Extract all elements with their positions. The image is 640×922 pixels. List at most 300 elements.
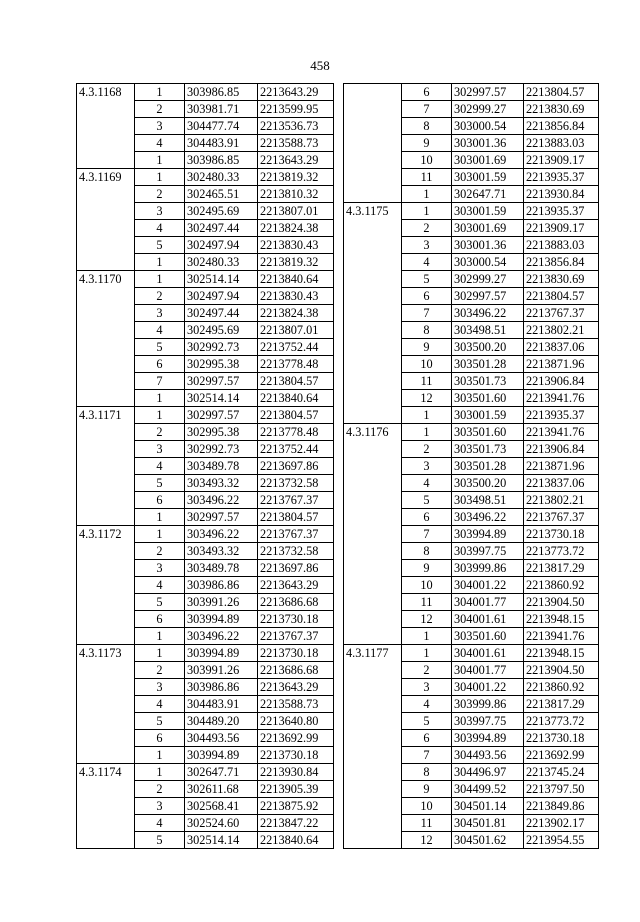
parcel-id-cell (77, 492, 135, 509)
point-number-cell: 7 (135, 373, 185, 390)
y-coordinate-cell: 2213807.01 (258, 203, 334, 220)
y-coordinate-cell: 2213948.15 (524, 611, 599, 628)
table-row (344, 645, 599, 662)
y-coordinate-cell: 2213778.48 (258, 356, 334, 373)
y-coordinate-cell: 2213941.76 (524, 628, 599, 645)
point-number-cell: 5 (402, 713, 452, 730)
page-number: 458 (310, 58, 330, 73)
point-number-cell: 8 (402, 764, 452, 781)
x-coordinate-cell: 304489.20 (185, 713, 258, 730)
y-coordinate-cell: 2213847.22 (258, 815, 334, 832)
point-number-cell: 1 (135, 526, 185, 543)
point-number-cell: 2 (135, 101, 185, 118)
point-number-cell: 3 (135, 679, 185, 696)
parcel-id-cell (344, 135, 402, 152)
x-coordinate-cell: 302992.73 (185, 441, 258, 458)
x-coordinate-cell: 302995.38 (185, 356, 258, 373)
x-coordinate-cell: 303994.89 (452, 526, 524, 543)
parcel-id-cell (77, 101, 135, 118)
point-number-cell: 7 (402, 747, 452, 764)
parcel-id-cell (344, 152, 402, 169)
x-coordinate-cell: 302997.57 (185, 373, 258, 390)
point-number-cell: 11 (402, 815, 452, 832)
x-coordinate-cell: 304501.62 (452, 832, 524, 849)
parcel-id-cell (344, 271, 402, 288)
table-row (344, 305, 599, 322)
y-coordinate-cell: 2213745.24 (524, 764, 599, 781)
y-coordinate-cell: 2213730.18 (258, 611, 334, 628)
point-number-cell: 12 (402, 390, 452, 407)
table-row (77, 254, 334, 271)
table-row (344, 84, 599, 101)
parcel-id-cell (77, 628, 135, 645)
table-row (344, 628, 599, 645)
x-coordinate-cell: 302514.14 (185, 390, 258, 407)
point-number-cell: 10 (402, 798, 452, 815)
table-row (77, 186, 334, 203)
point-number-cell: 12 (402, 611, 452, 628)
parcel-id-cell: 4.3.1173 (77, 645, 135, 662)
point-number-cell: 7 (402, 526, 452, 543)
point-number-cell: 4 (135, 220, 185, 237)
point-number-cell: 11 (402, 373, 452, 390)
x-coordinate-cell: 302997.57 (185, 407, 258, 424)
x-coordinate-cell: 303001.36 (452, 237, 524, 254)
point-number-cell: 1 (135, 747, 185, 764)
x-coordinate-cell: 303994.89 (185, 645, 258, 662)
y-coordinate-cell: 2213935.37 (524, 203, 599, 220)
table-row (344, 254, 599, 271)
table-row (77, 594, 334, 611)
y-coordinate-cell: 2213767.37 (258, 628, 334, 645)
y-coordinate-cell: 2213935.37 (524, 407, 599, 424)
x-coordinate-cell: 303498.51 (452, 492, 524, 509)
table-row (77, 798, 334, 815)
table-row (77, 713, 334, 730)
point-number-cell: 3 (135, 441, 185, 458)
table-row (344, 220, 599, 237)
y-coordinate-cell: 2213849.86 (524, 798, 599, 815)
x-coordinate-cell: 303489.78 (185, 458, 258, 475)
x-coordinate-cell: 304499.52 (452, 781, 524, 798)
parcel-id-cell (77, 696, 135, 713)
y-coordinate-cell: 2213804.57 (524, 288, 599, 305)
y-coordinate-cell: 2213935.37 (524, 169, 599, 186)
x-coordinate-cell: 303986.85 (185, 152, 258, 169)
x-coordinate-cell: 303001.69 (452, 152, 524, 169)
parcel-id-cell: 4.3.1171 (77, 407, 135, 424)
table-row (77, 84, 334, 101)
x-coordinate-cell: 303489.78 (185, 560, 258, 577)
x-coordinate-cell: 303501.60 (452, 390, 524, 407)
y-coordinate-cell: 2213686.68 (258, 594, 334, 611)
table-row (77, 475, 334, 492)
table-row (344, 509, 599, 526)
y-coordinate-cell: 2213767.37 (258, 492, 334, 509)
y-coordinate-cell: 2213909.17 (524, 220, 599, 237)
parcel-id-cell (344, 254, 402, 271)
parcel-id-cell (77, 339, 135, 356)
parcel-id-cell (344, 594, 402, 611)
x-coordinate-cell: 303997.75 (452, 713, 524, 730)
y-coordinate-cell: 2213773.72 (524, 543, 599, 560)
y-coordinate-cell: 2213802.21 (524, 492, 599, 509)
y-coordinate-cell: 2213767.37 (524, 509, 599, 526)
parcel-id-cell (344, 237, 402, 254)
point-number-cell: 6 (135, 492, 185, 509)
parcel-id-cell (344, 118, 402, 135)
y-coordinate-cell: 2213804.57 (258, 509, 334, 526)
parcel-id-cell (344, 611, 402, 628)
y-coordinate-cell: 2213730.18 (258, 747, 334, 764)
table-row (344, 713, 599, 730)
x-coordinate-cell: 304001.77 (452, 662, 524, 679)
point-number-cell: 4 (135, 815, 185, 832)
x-coordinate-cell: 302611.68 (185, 781, 258, 798)
point-number-cell: 9 (402, 781, 452, 798)
point-number-cell: 9 (402, 135, 452, 152)
x-coordinate-cell: 303500.20 (452, 339, 524, 356)
table-row (77, 135, 334, 152)
table-body (344, 84, 599, 849)
parcel-id-cell (344, 713, 402, 730)
parcel-id-cell (344, 781, 402, 798)
x-coordinate-cell: 302495.69 (185, 322, 258, 339)
point-number-cell: 5 (135, 594, 185, 611)
point-number-cell: 1 (402, 424, 452, 441)
y-coordinate-cell: 2213773.72 (524, 713, 599, 730)
x-coordinate-cell: 302999.27 (452, 271, 524, 288)
point-number-cell: 1 (135, 84, 185, 101)
point-number-cell: 6 (135, 730, 185, 747)
x-coordinate-cell: 302568.41 (185, 798, 258, 815)
y-coordinate-cell: 2213643.29 (258, 84, 334, 101)
x-coordinate-cell: 303999.86 (452, 696, 524, 713)
parcel-id-cell (77, 781, 135, 798)
point-number-cell: 1 (135, 645, 185, 662)
table-row (77, 781, 334, 798)
x-coordinate-cell: 303986.86 (185, 679, 258, 696)
x-coordinate-cell: 303000.54 (452, 118, 524, 135)
y-coordinate-cell: 2213830.69 (524, 101, 599, 118)
y-coordinate-cell: 2213860.92 (524, 679, 599, 696)
table-row (344, 679, 599, 696)
y-coordinate-cell: 2213883.03 (524, 135, 599, 152)
parcel-id-cell (344, 730, 402, 747)
table-row (344, 832, 599, 849)
point-number-cell: 1 (402, 186, 452, 203)
table-row (77, 424, 334, 441)
x-coordinate-cell: 303001.69 (452, 220, 524, 237)
parcel-id-cell (344, 679, 402, 696)
parcel-id-cell: 4.3.1170 (77, 271, 135, 288)
x-coordinate-cell: 304001.61 (452, 611, 524, 628)
y-coordinate-cell: 2213643.29 (258, 152, 334, 169)
point-number-cell: 4 (135, 577, 185, 594)
parcel-id-cell: 4.3.1168 (77, 84, 135, 101)
table-row (344, 237, 599, 254)
table-row (77, 832, 334, 849)
y-coordinate-cell: 2213824.38 (258, 305, 334, 322)
parcel-id-cell (77, 288, 135, 305)
x-coordinate-cell: 302465.51 (185, 186, 258, 203)
parcel-id-cell (344, 662, 402, 679)
x-coordinate-cell: 302524.60 (185, 815, 258, 832)
table-row (77, 509, 334, 526)
x-coordinate-cell: 302999.27 (452, 101, 524, 118)
y-coordinate-cell: 2213948.15 (524, 645, 599, 662)
point-number-cell: 1 (135, 169, 185, 186)
point-number-cell: 10 (402, 577, 452, 594)
parcel-id-cell: 4.3.1176 (344, 424, 402, 441)
table-row (77, 815, 334, 832)
y-coordinate-cell: 2213643.29 (258, 577, 334, 594)
y-coordinate-cell: 2213797.50 (524, 781, 599, 798)
x-coordinate-cell: 303493.32 (185, 475, 258, 492)
table-row (344, 815, 599, 832)
parcel-id-cell (77, 747, 135, 764)
parcel-id-cell (344, 543, 402, 560)
table-row (344, 492, 599, 509)
x-coordinate-cell: 303991.26 (185, 594, 258, 611)
y-coordinate-cell: 2213875.92 (258, 798, 334, 815)
point-number-cell: 5 (135, 713, 185, 730)
y-coordinate-cell: 2213640.80 (258, 713, 334, 730)
table-row (344, 458, 599, 475)
parcel-id-cell (344, 220, 402, 237)
y-coordinate-cell: 2213804.57 (258, 373, 334, 390)
parcel-id-cell (344, 288, 402, 305)
y-coordinate-cell: 2213930.84 (258, 764, 334, 781)
parcel-id-cell (77, 220, 135, 237)
table-row (77, 152, 334, 169)
y-coordinate-cell: 2213840.64 (258, 271, 334, 288)
parcel-id-cell (77, 475, 135, 492)
parcel-id-cell (344, 560, 402, 577)
parcel-id-cell (77, 390, 135, 407)
x-coordinate-cell: 303991.26 (185, 662, 258, 679)
table-row (77, 322, 334, 339)
table-row (77, 305, 334, 322)
point-number-cell: 9 (402, 560, 452, 577)
y-coordinate-cell: 2213807.01 (258, 322, 334, 339)
y-coordinate-cell: 2213930.84 (524, 186, 599, 203)
parcel-id-cell (344, 577, 402, 594)
table-row (344, 322, 599, 339)
table-row (77, 101, 334, 118)
table-row (344, 390, 599, 407)
y-coordinate-cell: 2213752.44 (258, 441, 334, 458)
y-coordinate-cell: 2213860.92 (524, 577, 599, 594)
parcel-id-cell: 4.3.1172 (77, 526, 135, 543)
table-row (77, 628, 334, 645)
y-coordinate-cell: 2213817.29 (524, 560, 599, 577)
table-row (344, 407, 599, 424)
x-coordinate-cell: 303501.60 (452, 424, 524, 441)
parcel-id-cell (77, 373, 135, 390)
point-number-cell: 3 (402, 237, 452, 254)
parcel-id-cell (344, 356, 402, 373)
parcel-id-cell (344, 509, 402, 526)
point-number-cell: 2 (135, 781, 185, 798)
x-coordinate-cell: 303000.54 (452, 254, 524, 271)
parcel-id-cell (344, 747, 402, 764)
table-row (77, 577, 334, 594)
point-number-cell: 6 (402, 509, 452, 526)
point-number-cell: 12 (402, 832, 452, 849)
table-row (344, 594, 599, 611)
x-coordinate-cell: 303997.75 (452, 543, 524, 560)
y-coordinate-cell: 2213906.84 (524, 441, 599, 458)
y-coordinate-cell: 2213536.73 (258, 118, 334, 135)
parcel-id-cell (77, 662, 135, 679)
point-number-cell: 1 (402, 407, 452, 424)
x-coordinate-cell: 304001.61 (452, 645, 524, 662)
table-row (77, 543, 334, 560)
table-row (77, 407, 334, 424)
table-row (77, 271, 334, 288)
x-coordinate-cell: 304496.97 (452, 764, 524, 781)
x-coordinate-cell: 302997.57 (452, 288, 524, 305)
point-number-cell: 3 (135, 305, 185, 322)
parcel-id-cell (77, 237, 135, 254)
y-coordinate-cell: 2213804.57 (258, 407, 334, 424)
table-row (77, 492, 334, 509)
y-coordinate-cell: 2213778.48 (258, 424, 334, 441)
x-coordinate-cell: 303986.86 (185, 577, 258, 594)
point-number-cell: 1 (135, 509, 185, 526)
table-row (77, 662, 334, 679)
y-coordinate-cell: 2213954.55 (524, 832, 599, 849)
parcel-id-cell: 4.3.1174 (77, 764, 135, 781)
x-coordinate-cell: 303496.22 (452, 509, 524, 526)
parcel-id-cell (77, 577, 135, 594)
point-number-cell: 2 (135, 662, 185, 679)
point-number-cell: 1 (402, 203, 452, 220)
point-number-cell: 2 (135, 543, 185, 560)
point-number-cell: 4 (402, 696, 452, 713)
coordinates-table-left (76, 83, 334, 849)
point-number-cell: 4 (402, 254, 452, 271)
y-coordinate-cell: 2213599.95 (258, 101, 334, 118)
point-number-cell: 11 (402, 169, 452, 186)
table-row (344, 118, 599, 135)
table-row (77, 441, 334, 458)
parcel-id-cell (344, 101, 402, 118)
parcel-id-cell (77, 135, 135, 152)
table-row (344, 186, 599, 203)
y-coordinate-cell: 2213686.68 (258, 662, 334, 679)
parcel-id-cell (344, 186, 402, 203)
y-coordinate-cell: 2213692.99 (258, 730, 334, 747)
table-row (344, 135, 599, 152)
table-row (344, 526, 599, 543)
y-coordinate-cell: 2213871.96 (524, 458, 599, 475)
x-coordinate-cell: 303501.60 (452, 628, 524, 645)
point-number-cell: 5 (402, 271, 452, 288)
parcel-id-cell (344, 492, 402, 509)
point-number-cell: 4 (135, 696, 185, 713)
x-coordinate-cell: 302647.71 (185, 764, 258, 781)
y-coordinate-cell: 2213697.86 (258, 560, 334, 577)
parcel-id-cell (344, 305, 402, 322)
table-row (77, 560, 334, 577)
table-row (344, 441, 599, 458)
parcel-id-cell (77, 254, 135, 271)
parcel-id-cell (344, 815, 402, 832)
point-number-cell: 4 (402, 475, 452, 492)
point-number-cell: 3 (135, 560, 185, 577)
y-coordinate-cell: 2213692.99 (524, 747, 599, 764)
table-row (77, 203, 334, 220)
table-row (77, 237, 334, 254)
parcel-id-cell (77, 118, 135, 135)
parcel-id-cell (77, 458, 135, 475)
y-coordinate-cell: 2213732.58 (258, 543, 334, 560)
table-row (344, 203, 599, 220)
y-coordinate-cell: 2213767.37 (524, 305, 599, 322)
point-number-cell: 1 (135, 764, 185, 781)
parcel-id-cell (77, 730, 135, 747)
table-row (344, 730, 599, 747)
x-coordinate-cell: 303994.89 (452, 730, 524, 747)
point-number-cell: 4 (135, 135, 185, 152)
table-row (77, 764, 334, 781)
x-coordinate-cell: 304493.56 (452, 747, 524, 764)
parcel-id-cell (77, 594, 135, 611)
y-coordinate-cell: 2213643.29 (258, 679, 334, 696)
point-number-cell: 2 (402, 441, 452, 458)
y-coordinate-cell: 2213824.38 (258, 220, 334, 237)
table-row (344, 373, 599, 390)
parcel-id-cell (77, 679, 135, 696)
point-number-cell: 5 (135, 339, 185, 356)
y-coordinate-cell: 2213730.18 (524, 526, 599, 543)
table-row (344, 288, 599, 305)
parcel-id-cell (77, 441, 135, 458)
x-coordinate-cell: 304483.91 (185, 696, 258, 713)
x-coordinate-cell: 304501.14 (452, 798, 524, 815)
x-coordinate-cell: 302514.14 (185, 271, 258, 288)
point-number-cell: 7 (402, 101, 452, 118)
y-coordinate-cell: 2213856.84 (524, 118, 599, 135)
table-row (77, 645, 334, 662)
table-row (77, 118, 334, 135)
parcel-id-cell (344, 169, 402, 186)
parcel-id-cell (77, 713, 135, 730)
table-row (344, 271, 599, 288)
table-row (344, 356, 599, 373)
point-number-cell: 1 (135, 628, 185, 645)
x-coordinate-cell: 303001.59 (452, 407, 524, 424)
table-row (344, 781, 599, 798)
x-coordinate-cell: 304001.22 (452, 679, 524, 696)
x-coordinate-cell: 303496.22 (185, 492, 258, 509)
y-coordinate-cell: 2213752.44 (258, 339, 334, 356)
point-number-cell: 3 (135, 798, 185, 815)
point-number-cell: 8 (402, 543, 452, 560)
x-coordinate-cell: 302497.44 (185, 305, 258, 322)
point-number-cell: 9 (402, 339, 452, 356)
parcel-id-cell (344, 628, 402, 645)
y-coordinate-cell: 2213856.84 (524, 254, 599, 271)
x-coordinate-cell: 302514.14 (185, 832, 258, 849)
table-row (77, 730, 334, 747)
parcel-id-cell (77, 815, 135, 832)
point-number-cell: 3 (402, 458, 452, 475)
point-number-cell: 1 (135, 390, 185, 407)
x-coordinate-cell: 302997.57 (452, 84, 524, 101)
